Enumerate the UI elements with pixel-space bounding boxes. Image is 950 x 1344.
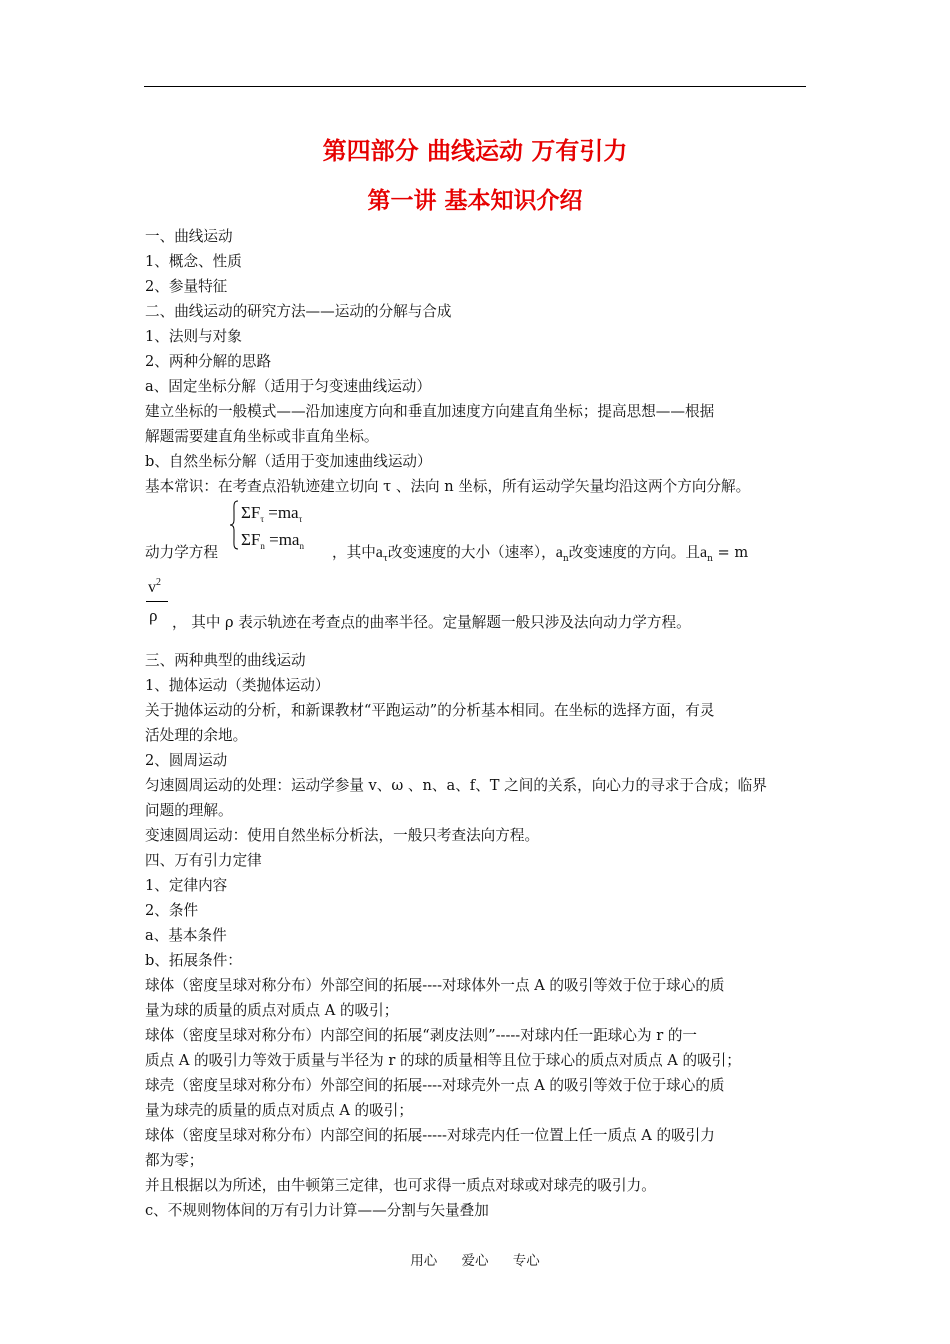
text-line: 2、圆周运动 — [145, 752, 228, 769]
text-line: 二、曲线运动的研究方法——运动的分解与合成 — [145, 303, 452, 320]
text-line: 基本常识：在考查点沿轨迹建立切向 τ 、法向 n 坐标，所有运动学矢量均沿这两个方向分解。 — [145, 478, 751, 495]
text-line: 球体（密度呈球对称分布）内部空间的拓展-----对球壳内任一位置上任一质点 A 的吸引力 — [145, 1127, 715, 1144]
equation-tangential: $\Sigma F_\tau =ma_\tau$ — [241, 503, 303, 524]
text-line: 并且根据以为所述，由牛顿第三定律，也可求得一质点对球或对球壳的吸引力。 — [145, 1177, 656, 1194]
text-line: 2、参量特征 — [145, 278, 228, 295]
text-line: 问题的理解。 — [145, 802, 233, 819]
text-line: 1、概念、性质 — [145, 253, 242, 270]
fraction-denominator: ρ — [149, 606, 158, 625]
text-line: a、基本条件 — [145, 927, 227, 944]
text-line: 球壳（密度呈球对称分布）外部空间的拓展----对球壳外一点 A 的吸引等效于位于球心的质 — [145, 1077, 725, 1094]
text-line: 都为零； — [145, 1152, 204, 1169]
text-line: 三、两种典型的曲线运动 — [145, 652, 306, 669]
text-line: 1、法则与对象 — [145, 328, 242, 345]
text-line: 1、抛体运动（类抛体运动） — [145, 677, 330, 694]
text-line: 球体（密度呈球对称分布）外部空间的拓展----对球体外一点 A 的吸引等效于位于球心的质 — [145, 977, 725, 994]
text-line: b、自然坐标分解（适用于变加速曲线运动） — [145, 453, 432, 470]
text-line: 解题需要建直角坐标或非直角坐标。 — [145, 428, 379, 445]
text-line: 2、两种分解的思路 — [145, 353, 272, 370]
footer-word: 爱心 — [461, 1253, 489, 1269]
text-line: 活处理的余地。 — [145, 727, 248, 744]
text-line: 量为球的质量的质点对质点 A 的吸引； — [145, 1002, 399, 1019]
text-line: 建立坐标的一般模式——沿加速度方向和垂直加速度方向建直角坐标；提高思想——根据 — [145, 403, 715, 420]
equation-brace — [229, 500, 239, 550]
text-line: 球体（密度呈球对称分布）内部空间的拓展“剥皮法则”-----对球内任一距球心为 r 的一 — [145, 1027, 698, 1044]
text-line: 1、定律内容 — [145, 877, 228, 894]
fraction-numerator: $v^2$ — [148, 577, 161, 596]
text-line: c、不规则物体间的万有引力计算——分割与矢量叠加 — [145, 1202, 489, 1219]
text-line: 质点 A 的吸引力等效于质量与半径为 r 的球的质量相等且位于球心的质点对质点 A 的吸引； — [145, 1052, 741, 1069]
text-line: b、拓展条件： — [145, 952, 242, 969]
dynamics-label: 动力学方程 — [145, 544, 218, 561]
text-line: 关于抛体运动的分析，和新课教材“平跑运动”的分析基本相同。在坐标的选择方面，有灵 — [145, 702, 715, 719]
text-line: 匀速圆周运动的处理：运动学参量 v、ω 、n、a、f、T 之间的关系，向心力的寻求于合成；临界 — [145, 777, 767, 794]
fraction-bar — [146, 601, 168, 602]
curvature-text: ， 其中 ρ 表示轨迹在考查点的曲率半径。定量解题一般只涉及法向动力学方程。 — [172, 614, 691, 631]
text-line: 一、曲线运动 — [145, 228, 233, 245]
text-line: 2、条件 — [145, 902, 199, 919]
footer-word: 用心 — [410, 1253, 438, 1269]
text-line: 四、万有引力定律 — [145, 852, 262, 869]
lecture-title: 第一讲 基本知识介绍 — [367, 188, 583, 214]
footer-word: 专心 — [512, 1253, 540, 1269]
header-rule — [144, 86, 806, 87]
text-line: 变速圆周运动：使用自然坐标分析法，一般只考查法向方程。 — [145, 827, 540, 844]
part-title: 第四部分 曲线运动 万有引力 — [322, 137, 628, 165]
text-line: 量为球壳的质量的质点对质点 A 的吸引； — [145, 1102, 413, 1119]
text-line: a、固定坐标分解（适用于匀变速曲线运动） — [145, 378, 431, 395]
page-footer — [0, 1249, 950, 1269]
dynamics-text: ，其中$a_\tau$改变速度的大小（速率），$a_n$改变速度的方向。且$a_n = m$ — [332, 544, 749, 564]
equation-normal: $\Sigma F_n =ma_n$ — [241, 530, 304, 551]
